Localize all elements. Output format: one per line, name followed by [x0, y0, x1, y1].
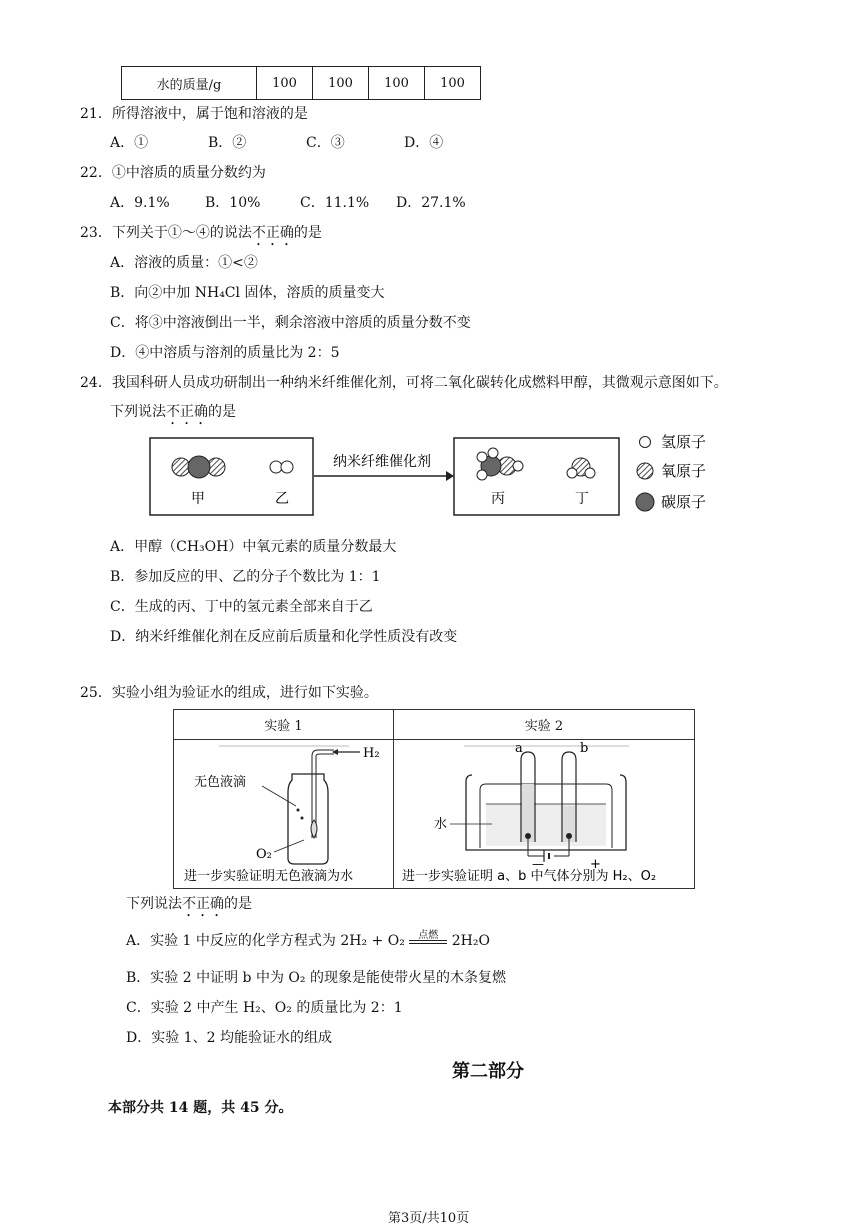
exp1-h2-label: H₂	[363, 746, 380, 761]
hydrogen-atom	[477, 470, 487, 480]
water-label: 水	[434, 817, 448, 832]
exp1-apparatus	[174, 740, 393, 888]
arrow-head-icon	[446, 471, 454, 481]
electrode-a	[525, 833, 531, 839]
q25-sub	[126, 893, 252, 920]
exp1-o2-label: O₂	[256, 847, 272, 862]
hydrogen-atom	[567, 468, 577, 478]
legend-oxygen-icon	[637, 463, 653, 479]
q25-option-d: D．实验 1、2 均能验证水的组成	[126, 1030, 332, 1046]
water-mass-value: 100	[257, 67, 313, 100]
q24-option-b: B．参加反应的甲、乙的分子个数比为 1：1	[110, 569, 381, 585]
q23-stem-text: 23．下列关于①～④的说法	[80, 225, 252, 241]
hydrogen-atom	[281, 461, 293, 473]
hydrogen-atom	[488, 448, 498, 458]
legend-hydrogen-icon	[640, 437, 651, 448]
legend-oxygen: 氧原子	[661, 462, 707, 480]
part2-desc: 本部分共 14 题，共 45 分。	[108, 1100, 293, 1116]
exp1-title: 实验 1	[174, 710, 394, 740]
q22-stem: 22．①中溶质的质量分数约为	[80, 165, 266, 181]
q23-emphasis: 不正确	[251, 225, 294, 241]
q22-option-d: D．27.1%	[396, 195, 466, 211]
q25-option-a	[126, 930, 490, 950]
q22-option-b: B．10%	[205, 195, 261, 211]
reaction-condition	[409, 930, 447, 950]
q25-option-a-product: 2H₂O	[451, 933, 490, 949]
legend-carbon-icon	[636, 493, 654, 511]
q24-sub	[110, 401, 236, 428]
label-jia: 甲	[191, 491, 205, 507]
q23-option-b: B．向②中加 NH₄Cl 固体，溶质的质量变大	[110, 285, 385, 301]
reaction-diagram	[148, 428, 728, 524]
gas-bottle	[288, 774, 328, 864]
plus-label: +	[590, 857, 601, 872]
water-mass-label: 水的质量/g	[122, 67, 257, 100]
condition-label: 点燃	[418, 930, 439, 941]
legend-carbon: 碳原子	[661, 493, 707, 511]
part2-title: 第二部分	[452, 1061, 524, 1082]
q25-sub-text: 下列说法	[126, 896, 182, 912]
label-yi: 乙	[275, 491, 289, 507]
exp2-title: 实验 2	[394, 710, 695, 740]
q24-emphasis: 不正确	[166, 404, 208, 420]
exp2-apparatus	[394, 740, 694, 888]
exp2-cell	[394, 740, 695, 889]
exp2-note: 进一步实验证明 a、b 中气体分别为 H₂、O₂	[402, 869, 657, 884]
tube-a-label: a	[515, 741, 523, 756]
q24-option-a: A．甲醇（CH₃OH）中氧元素的质量分数最大	[110, 539, 397, 555]
q24-option-c: C．生成的丙、丁中的氢元素全部来自于乙	[110, 599, 373, 615]
label-ding: 丁	[575, 491, 589, 507]
q23-stem	[80, 222, 322, 249]
q25-sub-end: 的是	[224, 896, 252, 912]
q25-option-a-text: A．实验 1 中反应的化学方程式为 2H₂ + O₂	[126, 933, 405, 949]
water-mass-value: 100	[425, 67, 481, 100]
electrode-b	[566, 833, 572, 839]
q22-option-a: A．9.1%	[110, 195, 170, 211]
q25-option-c: C．实验 2 中产生 H₂、O₂ 的质量比为 2：1	[126, 1000, 403, 1016]
q21-option-b: B．②	[208, 135, 247, 151]
q22-option-c: C．11.1%	[300, 195, 370, 211]
q21-option-a: A．①	[110, 135, 149, 151]
carbon-atom	[188, 456, 210, 478]
catalyst-label: 纳米纤维催化剂	[333, 454, 431, 470]
q24-stem: 24．我国科研人员成功研制出一种纳米纤维催化剂，可将二氧化碳转化成燃料甲醇，其微观示意图如下。	[80, 375, 728, 391]
minus-label: —	[532, 857, 544, 871]
legend-hydrogen: 氢原子	[661, 433, 707, 451]
hydrogen-atom	[513, 461, 523, 471]
q21-stem: 21．所得溶液中，属于饱和溶液的是	[80, 106, 308, 122]
oxygen-atom	[172, 458, 190, 476]
q23-stem-end: 的是	[293, 225, 322, 241]
exp1-cell	[174, 740, 394, 889]
exp1-note: 进一步实验证明无色液滴为水	[184, 869, 354, 884]
q25-stem: 25．实验小组为验证水的组成，进行如下实验。	[80, 685, 378, 701]
q23-option-c: C．将③中溶液倒出一半，剩余溶液中溶质的质量分数不变	[110, 315, 471, 331]
q24-sub-text: 下列说法	[110, 404, 166, 420]
q21-option-c: C．③	[306, 135, 345, 151]
q23-option-d: D．④中溶质与溶剂的质量比为 2：5	[110, 345, 340, 361]
q24-sub-end: 的是	[208, 404, 236, 420]
tube-b-label: b	[580, 741, 589, 756]
experiment-table	[173, 709, 695, 889]
exp1-drop-label: 无色液滴	[194, 775, 247, 790]
water-mass-value: 100	[313, 67, 369, 100]
q25-option-b: B．实验 2 中证明 b 中为 O₂ 的现象是能使带火星的木条复燃	[126, 970, 506, 986]
water-mass-value: 100	[369, 67, 425, 100]
hydrogen-atom	[270, 461, 282, 473]
page-footer: 第3页/共10页	[388, 1211, 470, 1226]
hydrogen-atom	[585, 468, 595, 478]
hydrogen-atom	[477, 452, 487, 462]
q21-option-d: D．④	[404, 135, 444, 151]
q25-emphasis: 不正确	[182, 896, 224, 912]
q24-option-d: D．纳米纤维催化剂在反应前后质量和化学性质没有改变	[110, 629, 458, 645]
label-bing: 丙	[491, 491, 505, 507]
q23-option-a: A．溶液的质量：①<②	[110, 255, 258, 271]
water-mass-table	[121, 66, 481, 100]
